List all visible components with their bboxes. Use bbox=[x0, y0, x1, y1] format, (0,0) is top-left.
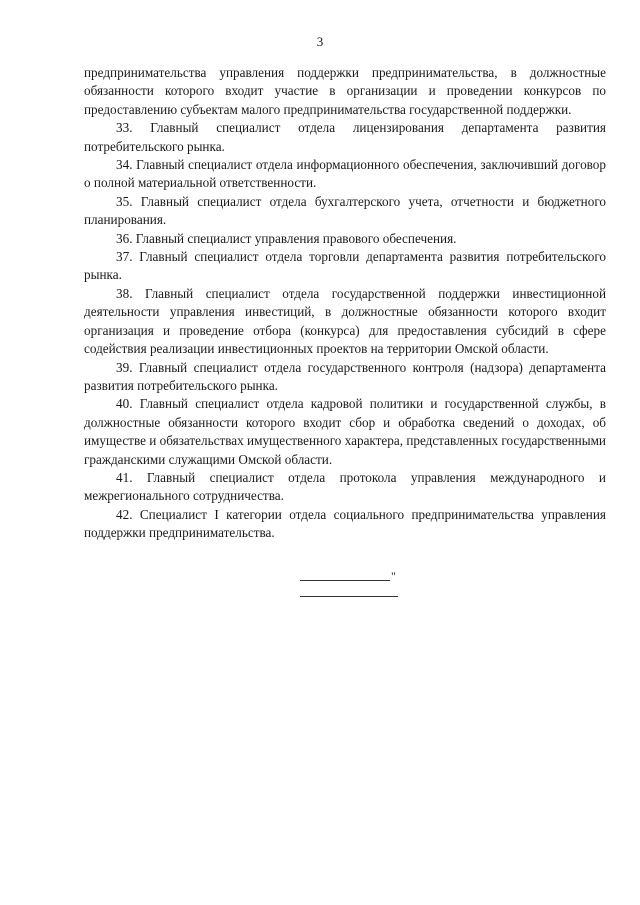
list-item-36: 36. Главный специалист управления правового обеспечения. bbox=[116, 230, 457, 246]
list-item-37: 37. Главный специалист отдела торговли департамента развития потребительского рынка. bbox=[84, 249, 606, 283]
list-item-33: 33. Главный специалист отдела лицензирования департамента развития потребительского рынка. bbox=[84, 120, 606, 154]
list-item-41: 41. Главный специалист отдела протокола управления международного и межрегионального сотрудничества. bbox=[84, 469, 606, 504]
closing-line-upper bbox=[300, 580, 390, 581]
closing-line-lower bbox=[300, 596, 398, 597]
page-number: 3 bbox=[316, 34, 324, 49]
list-item-35: 35. Главный специалист отдела бухгалтерского учета, отчетности и бюджетного планирования. bbox=[84, 193, 606, 228]
closing-quote-mark: " bbox=[391, 569, 396, 583]
list-item-42: 42. Специалист I категории отдела социального предпринимательства управления поддержки предпринимательства. bbox=[84, 506, 606, 541]
list-item-34: 34. Главный специалист отдела информационного обеспечения, заключивший договор о полной материальной ответственности. bbox=[84, 157, 606, 191]
list-item-39: 39. Главный специалист отдела государственного контроля (надзора) департамента развития потребительского рынка. bbox=[84, 359, 606, 393]
list-item-40: 40. Главный специалист отдела кадровой политики и государственной службы, в должностные обязанности которого входит сбор и обработка сведений о доходах, об имуществе и обязательствах имущественного характера, представленных государственными гражданскими служащими Омской области. bbox=[84, 396, 606, 467]
list-item-38: 38. Главный специалист отдела государственной поддержки инвестиционной деятельности управления инвестиций, в должностные обязанности которого входит организация и проведение отбора (конкурса) для предоставления субсидий в сфере содействия реализации инвестиционных проектов на территории Омской области. bbox=[84, 285, 606, 357]
document-body bbox=[84, 64, 606, 543]
paragraph-continuation: предпринимательства управления поддержки предпринимательства, в должностные обязанности которого входит участие в организации и проведении конкурсов по предоставлению субъектам малого предпринимательства государственной поддержки. bbox=[84, 65, 606, 117]
